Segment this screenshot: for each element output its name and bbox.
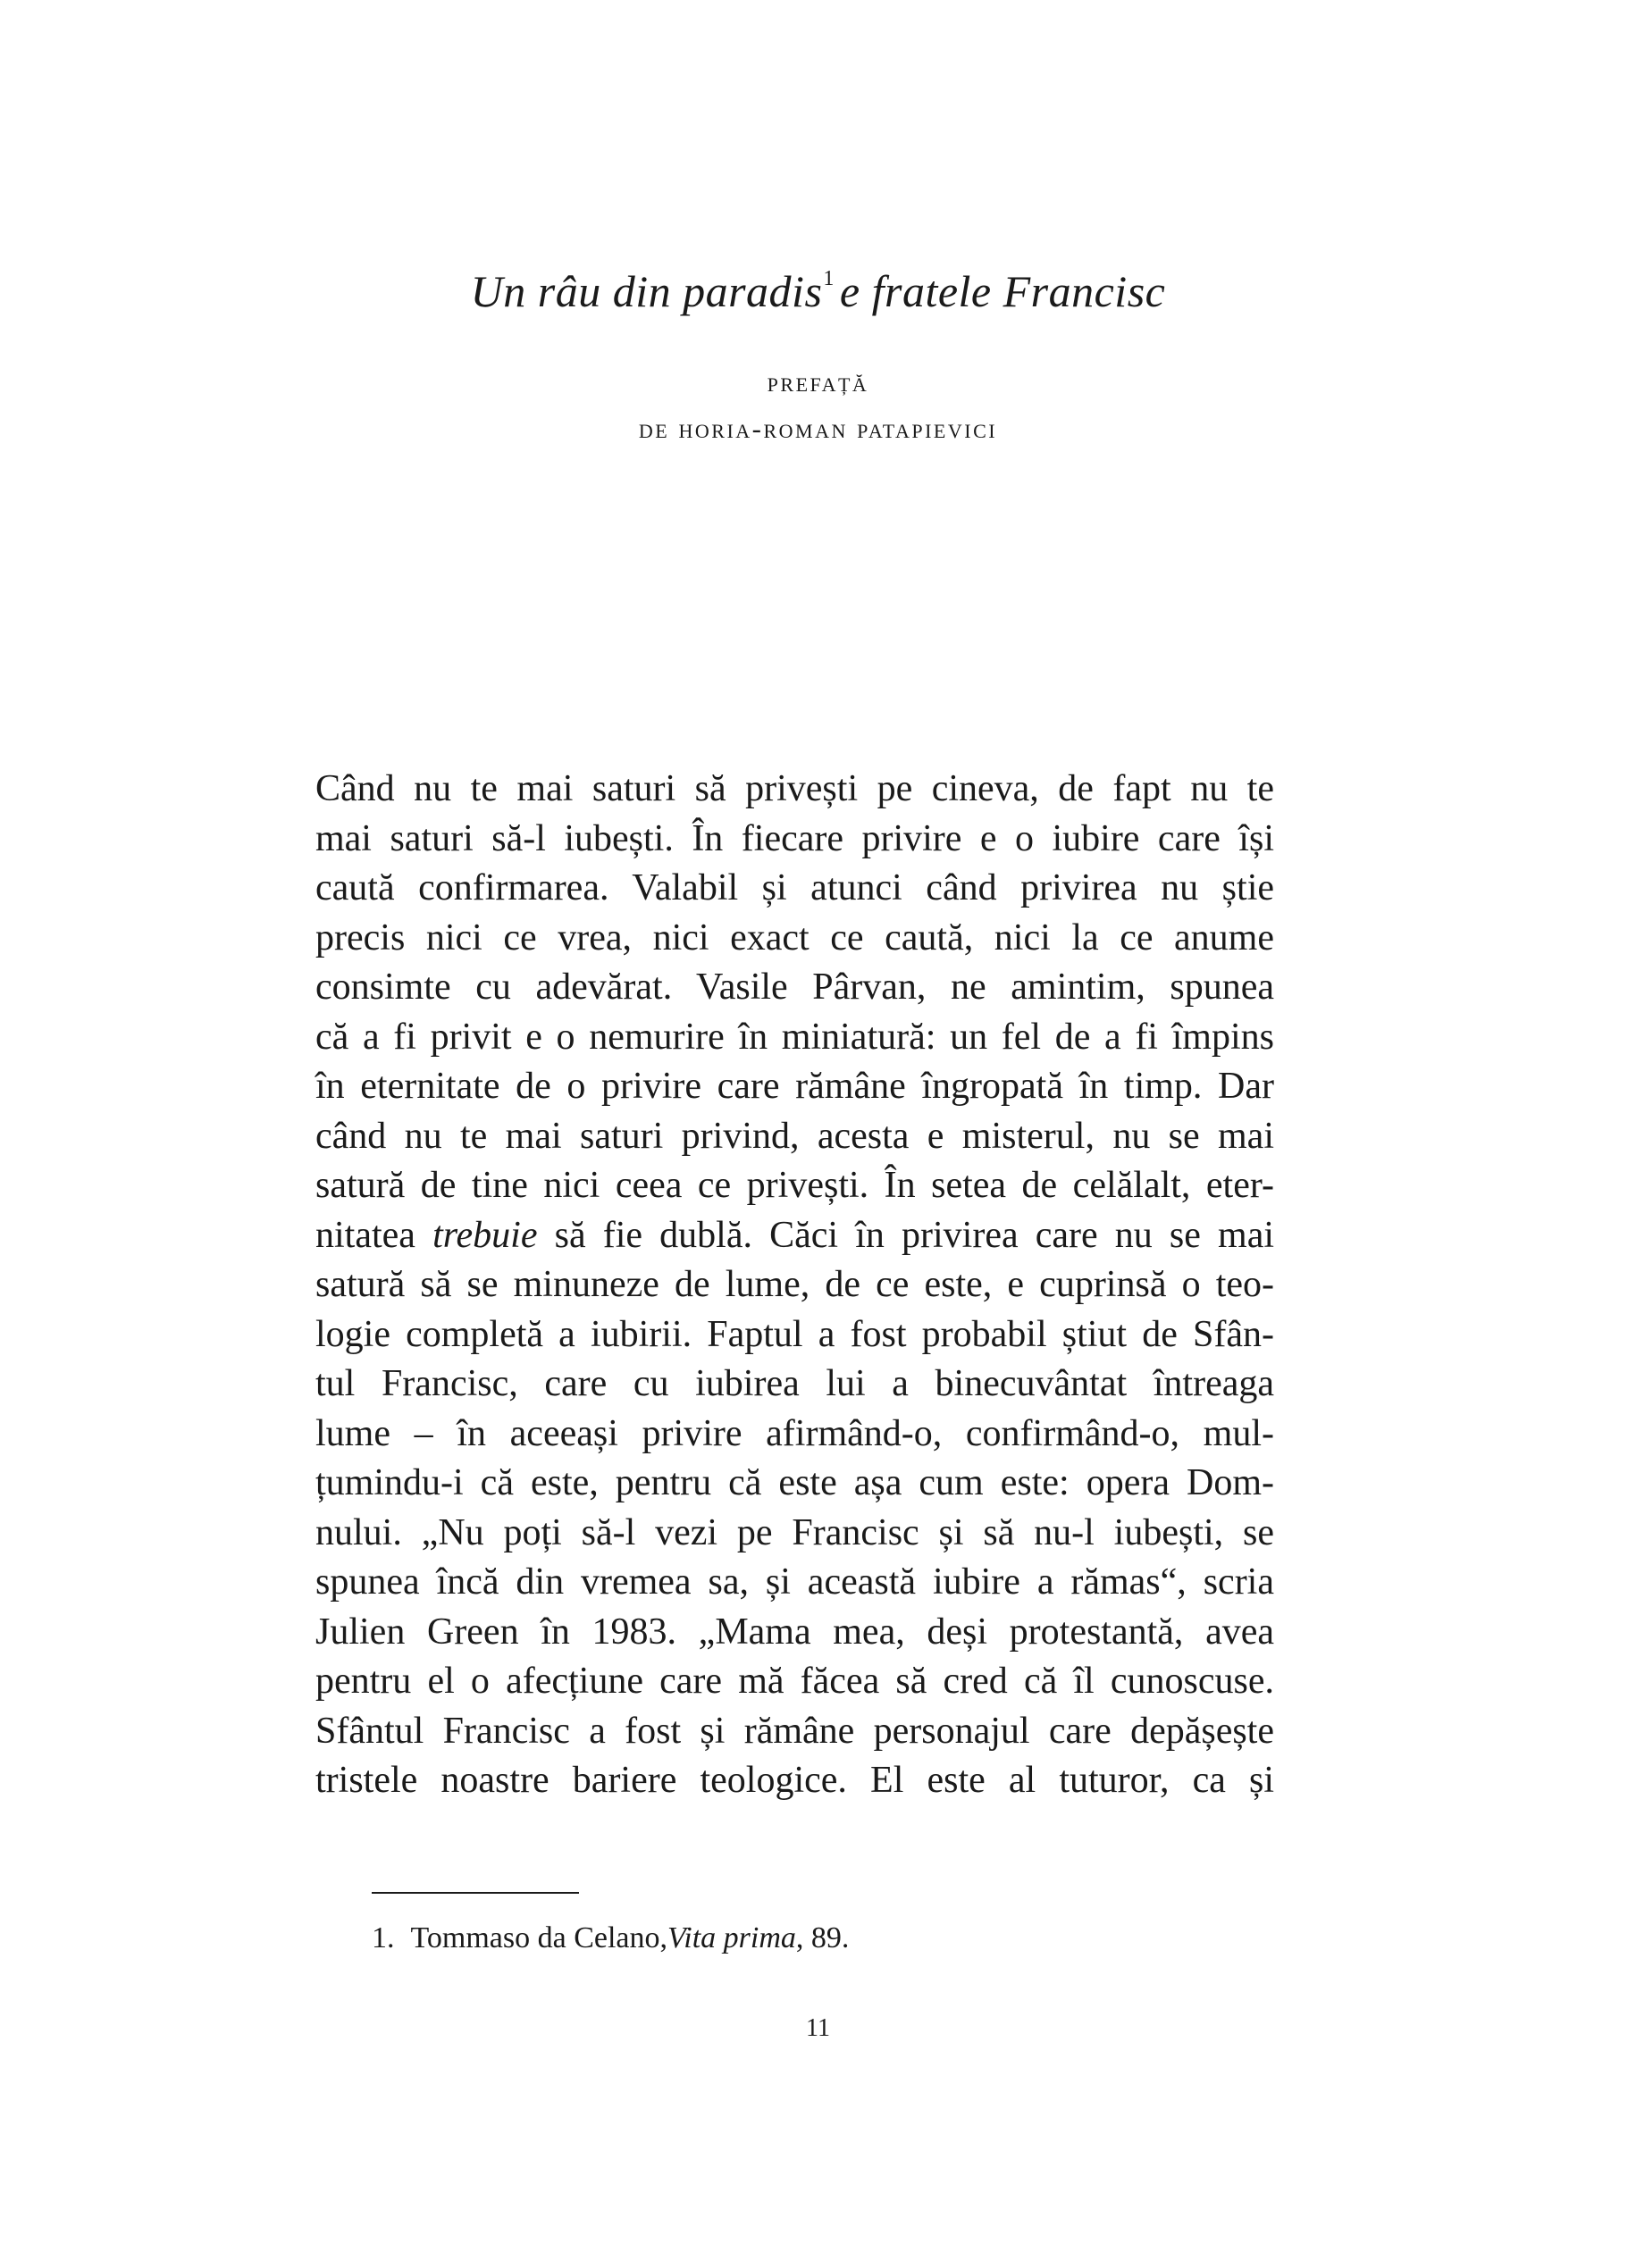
- chapter-title-text: Un râu din paradis: [470, 266, 823, 316]
- text-line: satură să se minuneze de lume, de ce este, e cuprinsă o teo-: [315, 1264, 1274, 1305]
- text-line: Când nu te mai saturi să privești pe cineva, de fapt nu te: [315, 768, 1274, 809]
- chapter-title-text-end: e fratele Francisc: [839, 266, 1166, 316]
- text-line: logie completă a iubirii. Faptul a fost probabil știut de Sfân-: [315, 1313, 1274, 1355]
- text-line: pentru el o afecțiune care mă făcea să cred că îl cunoscuse.: [315, 1661, 1274, 1702]
- footnote-number: 1.: [372, 1921, 395, 1954]
- text-line: țumindu-i că este, pentru că este așa cum este: opera Dom-: [315, 1462, 1274, 1503]
- footnote-divider: [372, 1892, 579, 1894]
- text-line: precis nici ce vrea, nici exact ce caută, nici la ce anume: [315, 916, 1274, 958]
- text-line: satură de tine nici ceea ce privești. În setea de celălalt, eter-: [315, 1165, 1274, 1206]
- body-paragraph: [315, 765, 1274, 1806]
- footnote-work-title: Vita prima: [667, 1921, 796, 1954]
- text-line: Julien Green în 1983. „Mama mea, deși protestantă, avea: [315, 1611, 1274, 1653]
- text-line: nului. „Nu poți să-l vezi pe Francisc și să nu-l iubești, se: [315, 1511, 1274, 1553]
- text-line: spunea încă din vremea sa, și această iubire a rămas“, scria: [315, 1561, 1274, 1603]
- footnote: [372, 1919, 849, 1958]
- footnote-text-end: , 89.: [795, 1921, 850, 1954]
- text-line: lume – în aceeași privire afirmând-o, confirmând-o, mul-: [315, 1412, 1274, 1454]
- text-line: tristele noastre bariere teologice. El este al tuturor, ca și: [315, 1760, 1274, 1801]
- text-segment: să fie dublă. Căci în privirea care nu se mai: [554, 1214, 1275, 1256]
- page-number: 11: [806, 2014, 830, 2042]
- footnote-reference-mark: 1: [823, 267, 835, 290]
- footnote-text: Tommaso da Celano,: [410, 1921, 668, 1954]
- text-line: consimte cu adevărat. Vasile Pârvan, ne amintim, spunea: [315, 967, 1274, 1008]
- section-label: prefață: [767, 366, 869, 398]
- italic-word: trebuie: [432, 1214, 538, 1256]
- text-line-with-italic: [315, 1211, 1274, 1261]
- text-segment: nitatea: [315, 1214, 415, 1256]
- text-line: în eternitate de o privire care rămâne îngropată în timp. Dar: [315, 1066, 1274, 1107]
- text-line: Sfântul Francisc a fost și rămâne personajul care depășește: [315, 1710, 1274, 1752]
- author-byline: de horia-roman patapievici: [638, 413, 998, 444]
- text-line: mai saturi să-l iubești. În fiecare privire e o iubire care își: [315, 817, 1274, 859]
- text-line: caută confirmarea. Valabil și atunci când privirea nu știe: [315, 867, 1274, 908]
- text-line: când nu te mai saturi privind, acesta e misterul, nu se mai: [315, 1115, 1274, 1157]
- text-line: că a fi privit e o nemurire în miniatură: un fel de a fi împins: [315, 1016, 1274, 1058]
- text-line: tul Francisc, care cu iubirea lui a binecuvântat întreaga: [315, 1363, 1274, 1404]
- chapter-title: [0, 252, 1636, 318]
